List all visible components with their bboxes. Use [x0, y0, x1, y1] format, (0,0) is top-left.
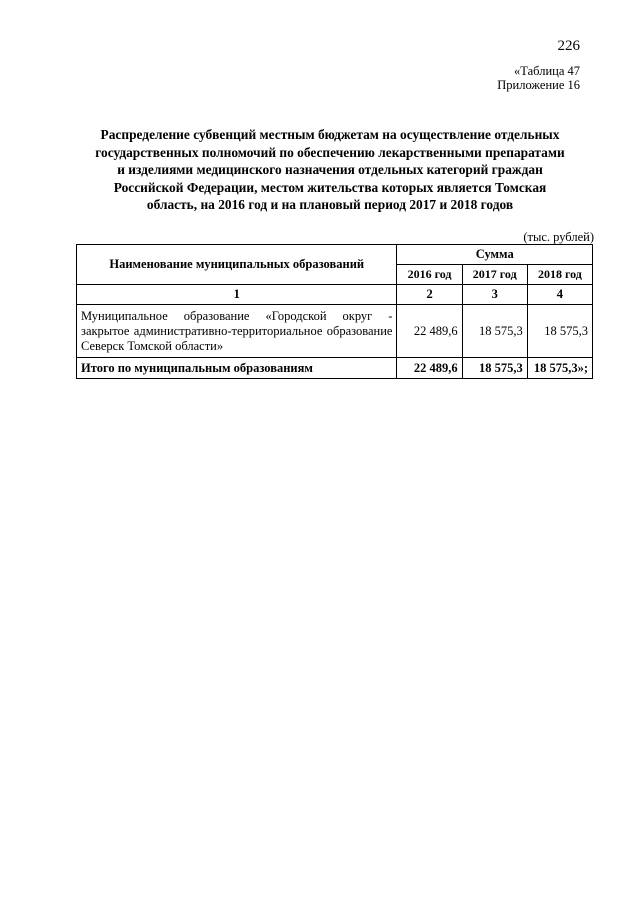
column-number: 2	[397, 285, 462, 305]
total-2016-cell: 22 489,6	[397, 358, 462, 379]
year-header-2018: 2018 год	[527, 265, 592, 285]
year-header-2017: 2017 год	[462, 265, 527, 285]
municipality-name-cell: Муниципальное образование «Городской округ - закрытое административно-территориальное образование Северск Томской области»	[77, 305, 397, 358]
title-line: государственных полномочий по обеспечению лекарственными препаратами	[95, 144, 565, 160]
total-row	[77, 358, 593, 379]
title-line: Российской Федерации, местом жительства которых является Томская	[113, 179, 547, 195]
year-header-2016: 2016 год	[397, 265, 462, 285]
attachment-header	[497, 64, 580, 92]
column-number-row	[77, 285, 593, 305]
column-number: 4	[527, 285, 592, 305]
total-2018-cell: 18 575,3»;	[527, 358, 592, 379]
title-line: и изделиями медицинского назначения отдельных категорий граждан	[117, 162, 543, 177]
page-number: 226	[557, 38, 580, 54]
document-title	[80, 126, 580, 214]
amount-2017-cell: 18 575,3	[462, 305, 527, 358]
total-2017-cell: 18 575,3	[462, 358, 527, 379]
appendix-label: Приложение 16	[497, 78, 580, 92]
table-label: «Таблица 47	[514, 64, 580, 78]
column-number: 3	[462, 285, 527, 305]
title-line: область, на 2016 год и на плановый период 2017 и 2018 годов	[146, 197, 514, 212]
total-label-cell: Итого по муниципальным образованиям	[77, 358, 397, 379]
subvention-table	[76, 244, 593, 379]
table-row	[77, 305, 593, 358]
amount-2016-cell: 22 489,6	[397, 305, 462, 358]
column-number: 1	[77, 285, 397, 305]
municipality-name-header: Наименование муниципальных образований	[77, 245, 397, 285]
table-header-row	[77, 245, 593, 265]
units-label: (тыс. рублей)	[523, 230, 594, 244]
amount-2018-cell: 18 575,3	[527, 305, 592, 358]
title-line: Распределение субвенций местным бюджетам на осуществление отдельных	[100, 127, 560, 142]
sum-header: Сумма	[397, 245, 593, 265]
